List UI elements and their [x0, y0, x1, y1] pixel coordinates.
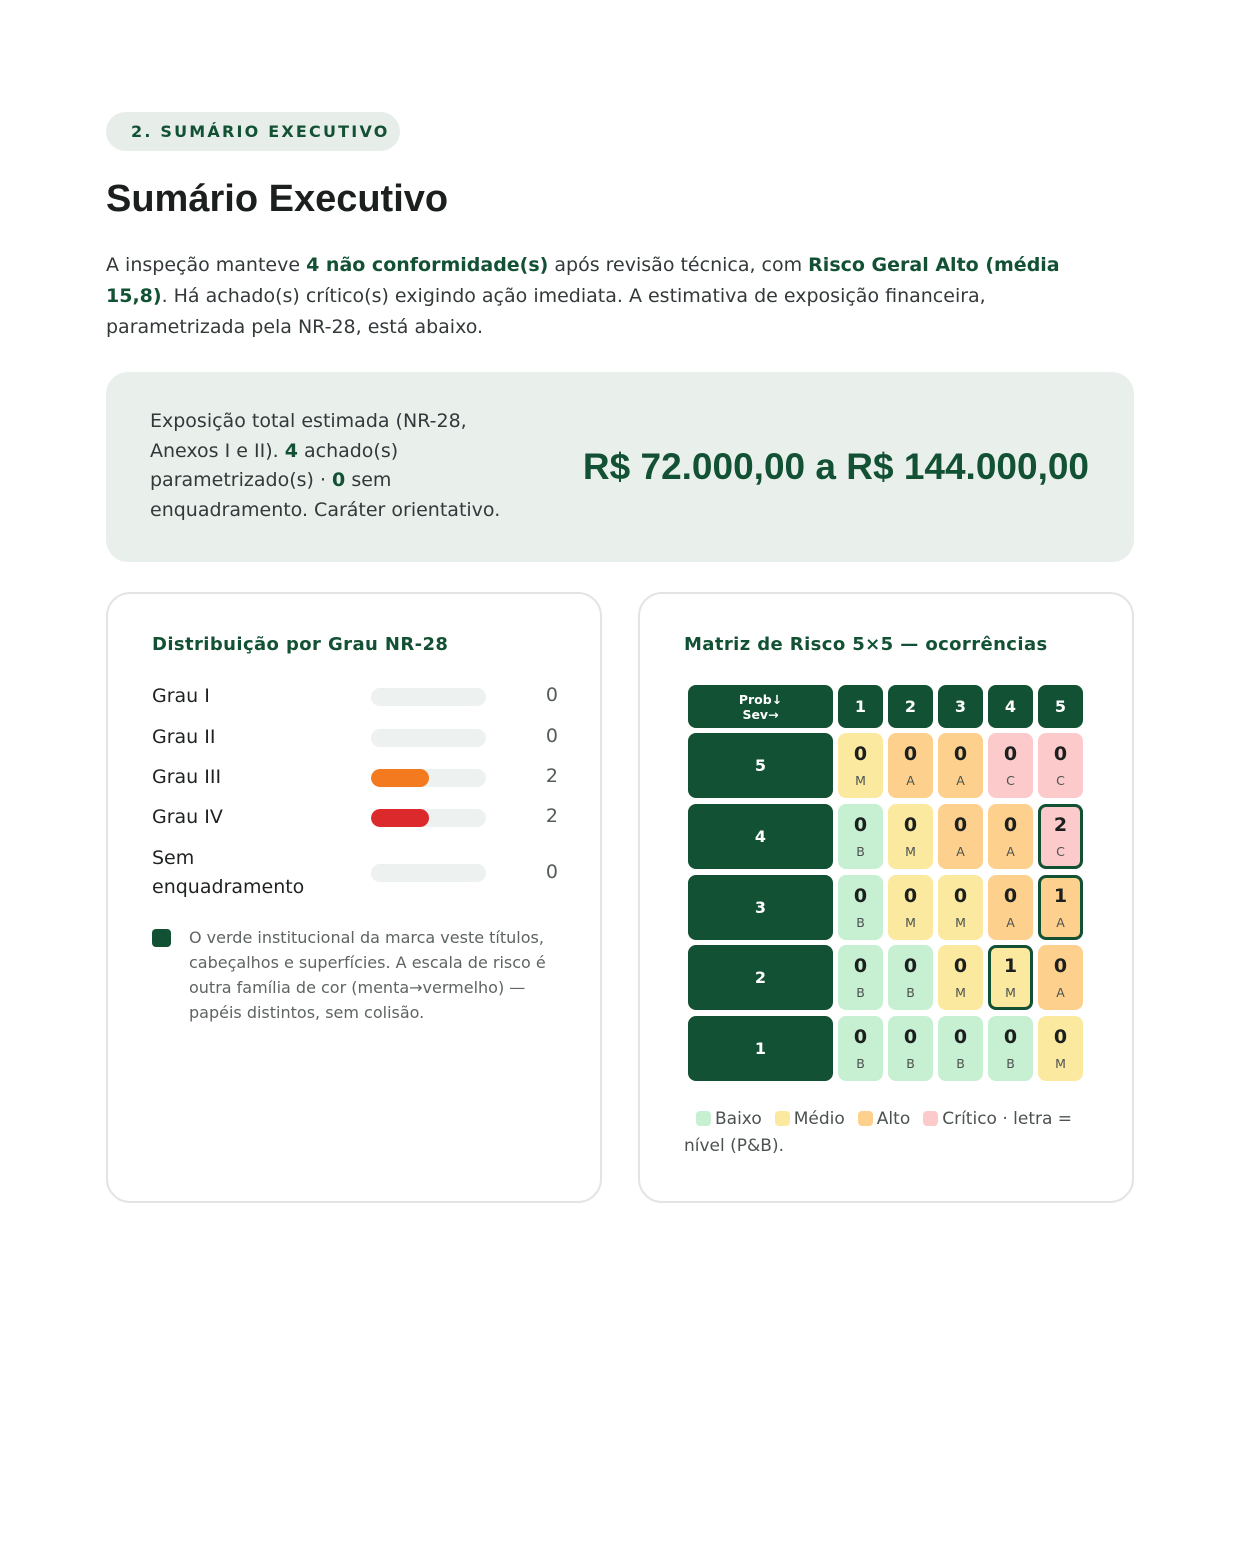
probability-header-4	[688, 804, 833, 869]
dist-count: 0	[545, 725, 558, 747]
matrix-cell-count: 0	[953, 1026, 968, 1048]
dist-row-unclassified	[152, 844, 558, 904]
intro-text-3: . Há achado(s) crítico(s) exigindo ação imediata. A estimativa de exposição financeira, parametrizada pela NR-28, está abaixo.	[106, 285, 986, 338]
matrix-cell	[838, 875, 883, 940]
matrix-legend	[684, 1106, 1094, 1160]
corner-prob-label: Prob↓	[738, 691, 783, 707]
dist-bar-fill	[371, 769, 429, 787]
intro-bold-overall-risk: Risco Geral Alto (média 15,8)	[106, 254, 1060, 307]
legend-critical: Crítico · letra = nível (P&B).	[684, 1109, 1073, 1156]
matrix-cell	[938, 804, 983, 869]
severity-header-5	[1038, 685, 1083, 728]
matrix-cell-count: 0	[853, 743, 868, 765]
dist-bar-track	[371, 769, 486, 787]
matrix-cell-level: A	[956, 773, 965, 788]
page-title: Sumário Executivo	[106, 178, 449, 220]
exposure-text-3: sem enquadramento. Caráter orientativo.	[150, 469, 501, 521]
severity-header-1	[838, 685, 883, 728]
matrix-cell	[988, 804, 1033, 869]
intro-text-2: após revisão técnica, com	[548, 254, 809, 276]
matrix-cell-count: 0	[903, 884, 918, 907]
distribution-card	[106, 592, 602, 1203]
severity-header-label: 4	[1004, 697, 1017, 716]
matrix-cell-count: 0	[853, 884, 868, 907]
matrix-cell	[838, 733, 883, 798]
exposure-findings-count: 4	[284, 439, 298, 462]
matrix-cell	[988, 875, 1033, 940]
dist-count: 0	[545, 861, 558, 883]
matrix-cell-level: B	[856, 985, 865, 1001]
matrix-cell-count: 0	[903, 955, 918, 978]
probability-header-5	[688, 733, 833, 798]
matrix-cell-level: M	[955, 914, 966, 930]
matrix-cell	[938, 945, 983, 1010]
dist-row-grau-i	[152, 682, 558, 712]
corner-sev-label: Sev→	[742, 706, 779, 722]
matrix-cell	[938, 733, 983, 798]
matrix-cell-level: M	[905, 914, 916, 930]
matrix-cell-count: 0	[1003, 1026, 1018, 1048]
matrix-cell-level: M	[905, 843, 916, 859]
legend-medium: Médio	[793, 1109, 845, 1129]
matrix-cell-count: 0	[1003, 884, 1018, 907]
probability-header-label: 5	[754, 756, 767, 775]
severity-header-3	[938, 685, 983, 728]
matrix-cell-level: A	[906, 773, 915, 788]
dist-label: Sem enquadramento	[152, 847, 305, 898]
matrix-cell-count: 0	[953, 813, 968, 836]
dist-label: Grau III	[152, 766, 222, 788]
dist-bar-track	[371, 809, 486, 827]
matrix-cell-count: 2	[1053, 813, 1068, 836]
exposure-card	[106, 372, 1134, 562]
legend-swatch-low	[696, 1111, 711, 1126]
dist-count: 2	[545, 805, 558, 827]
matrix-cell	[988, 945, 1033, 1010]
probability-header-3	[688, 875, 833, 940]
matrix-cell-level: M	[1055, 1056, 1066, 1071]
legend-swatch-medium	[775, 1111, 790, 1126]
matrix-cell-count: 0	[1003, 813, 1018, 836]
intro-text-1: A inspeção manteve	[106, 254, 307, 276]
probability-header-1	[688, 1016, 833, 1081]
matrix-cell-level: C	[1006, 773, 1015, 788]
matrix-cell-level: C	[1056, 843, 1065, 859]
matrix-cell-count: 0	[953, 955, 968, 978]
matrix-cell	[888, 804, 933, 869]
matrix-cell	[1038, 1016, 1083, 1081]
severity-header-label: 5	[1054, 697, 1067, 716]
matrix-cell-level: A	[1006, 914, 1015, 930]
matrix-cell-level: M	[955, 985, 966, 1001]
matrix-cell	[838, 1016, 883, 1081]
dist-bar-fill	[371, 809, 429, 827]
dist-row-grau-iv	[152, 803, 558, 833]
matrix-cell	[1038, 804, 1083, 869]
severity-header-label: 3	[954, 697, 967, 716]
probability-header-2	[688, 945, 833, 1010]
matrix-cell-level: A	[1056, 914, 1065, 930]
matrix-cell-count: 0	[1053, 955, 1068, 978]
matrix-cell	[838, 804, 883, 869]
matrix-cell-count: 1	[1003, 955, 1018, 978]
dist-bar-track	[371, 688, 486, 706]
matrix-cell-level: M	[855, 773, 866, 788]
matrix-cell-count: 0	[1053, 1026, 1068, 1048]
matrix-cell	[988, 1016, 1033, 1081]
legend-swatch-high	[858, 1111, 873, 1126]
matrix-cell-level: B	[906, 985, 915, 1001]
matrix-cell-count: 0	[853, 955, 868, 978]
matrix-cell-count: 0	[853, 1026, 868, 1048]
exposure-unclassified-count: 0	[332, 469, 346, 491]
legend-swatch-critical	[923, 1111, 938, 1126]
legend-low: Baixo	[715, 1109, 762, 1129]
dist-label: Grau II	[152, 726, 216, 748]
dist-row-grau-iii	[152, 763, 558, 793]
matrix-cell-count: 0	[953, 743, 968, 765]
matrix-cell-count: 0	[953, 884, 968, 907]
probability-header-label: 1	[754, 1039, 767, 1058]
matrix-cell-level: C	[1056, 773, 1065, 788]
matrix-cell	[1038, 875, 1083, 940]
probability-header-label: 4	[754, 826, 767, 846]
matrix-cell	[988, 733, 1033, 798]
severity-header-label: 2	[904, 697, 917, 716]
matrix-cell-count: 0	[903, 1026, 918, 1048]
dist-label: Grau IV	[152, 806, 223, 828]
matrix-cell	[1038, 733, 1083, 798]
section-label: 2. SUMÁRIO EXECUTIVO	[106, 112, 400, 151]
dist-bar-track	[371, 864, 486, 882]
matrix-cell-level: M	[1005, 985, 1016, 1001]
matrix-cell-count: 0	[903, 813, 918, 836]
dist-bar-track	[371, 729, 486, 747]
matrix-cell-level: B	[956, 1056, 965, 1071]
severity-header-2	[888, 685, 933, 728]
matrix-cell-level: B	[1006, 1056, 1015, 1071]
matrix-cell	[888, 945, 933, 1010]
severity-header-label: 1	[854, 697, 867, 716]
matrix-cell	[888, 875, 933, 940]
matrix-title: Matriz de Risco 5×5 — ocorrências	[684, 634, 1048, 655]
exposure-description	[150, 407, 510, 525]
matrix-cell-count: 1	[1053, 884, 1068, 907]
severity-header-4	[988, 685, 1033, 728]
matrix-cell-count: 0	[903, 743, 918, 765]
color-note: O verde institucional da marca veste títulos, cabeçalhos e superfícies. A escala de risco é outra família de cor (menta→vermelho) — papéis distintos, sem colisão.	[189, 928, 546, 1022]
matrix-cell-level: A	[1006, 843, 1015, 859]
risk-matrix-card	[638, 592, 1134, 1203]
matrix-cell	[938, 1016, 983, 1081]
matrix-cell-count: 0	[853, 813, 868, 836]
exposure-text-2: achado(s) parametrizado(s) ·	[150, 439, 399, 491]
matrix-cell-level: A	[956, 843, 965, 859]
legend-high: Alto	[876, 1109, 911, 1129]
intro-paragraph	[106, 250, 1096, 343]
matrix-cell-count: 0	[1053, 743, 1068, 765]
exposure-range-value: R$ 72.000,00 a R$ 144.000,00	[582, 446, 1089, 487]
matrix-cell	[888, 1016, 933, 1081]
matrix-cell-level: B	[856, 1056, 865, 1071]
dist-count: 0	[545, 684, 558, 706]
matrix-cell-count: 0	[1003, 743, 1018, 765]
matrix-cell	[838, 945, 883, 1010]
exposure-text-1: Exposição total estimada (NR-28, Anexos I e II).	[150, 410, 467, 462]
matrix-cell-level: B	[906, 1056, 915, 1071]
distribution-title: Distribuição por Grau NR-28	[152, 634, 449, 655]
matrix-cell	[1038, 945, 1083, 1010]
dist-label: Grau I	[152, 685, 210, 707]
matrix-cell-level: A	[1056, 985, 1065, 1001]
probability-header-label: 3	[754, 897, 767, 917]
brand-color-swatch	[152, 929, 171, 947]
probability-header-label: 2	[754, 968, 767, 988]
matrix-cell-level: B	[856, 914, 865, 930]
dist-count: 2	[545, 765, 558, 787]
intro-bold-nonconformities: 4 não conformidade(s)	[306, 254, 549, 276]
matrix-cell	[938, 875, 983, 940]
matrix-cell	[888, 733, 933, 798]
matrix-cell-level: B	[856, 843, 865, 859]
dist-row-grau-ii	[152, 723, 558, 753]
matrix-corner-header	[688, 685, 833, 728]
